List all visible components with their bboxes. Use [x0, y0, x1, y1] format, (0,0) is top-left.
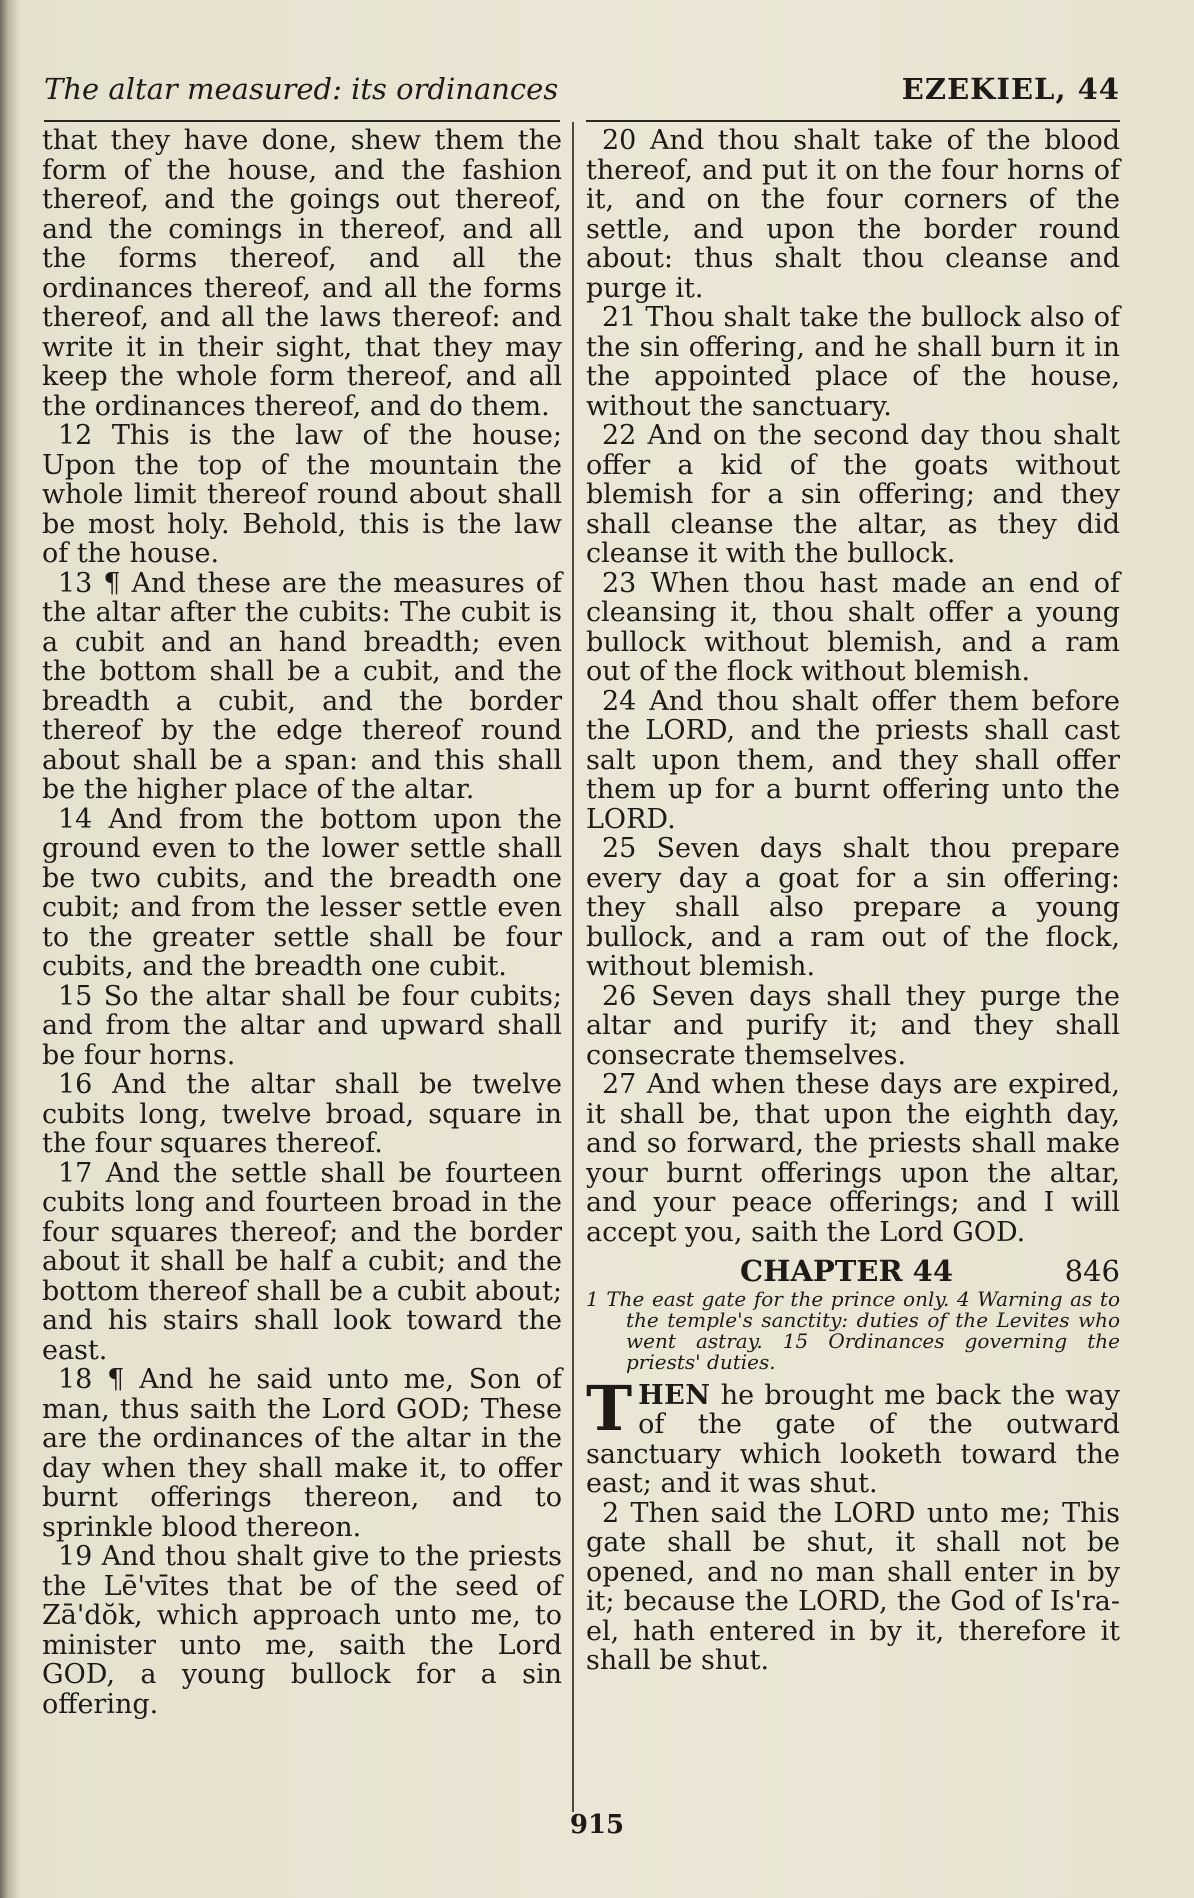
verse-paragraph: 26 Seven days shall they purge the altar and purify it; and they shall consecrate themselves. — [586, 980, 1120, 1071]
verse-paragraph: 27 And when these days are expired, it shall be, that upon the eighth day, and so forward, the priests shall make your burnt offerings upon the altar, and your peace offerings; and I will accept you, saith the Lord GOD. — [586, 1069, 1120, 1248]
verse-paragraph: 20 And thou shalt take of the blood thereof, and put it on the four horns of it, and on the four corners of the settle, and upon the border round about: thus shalt thou cleanse and purge it. — [586, 125, 1120, 304]
header-rule-left — [44, 120, 560, 122]
verse-paragraph: 12 This is the law of the house; Upon the top of the mountain the whole limit thereof round about shall be most holy. Behold, this is the law of the house. — [42, 420, 562, 569]
header-rule-right — [586, 120, 1120, 122]
header-book-chapter: EZEKIEL, 44 — [901, 72, 1120, 106]
verse-paragraph: 14 And from the bottom upon the ground even to the lower settle shall be two cubits, and the breadth one cubit; and from the lesser settle even to the greater settle shall be four cubits, and the breadth one cubit. — [42, 803, 562, 982]
header-topic: The altar measured: its ordinances — [44, 72, 559, 106]
right-column — [586, 126, 1120, 1676]
page-number: 915 — [569, 1810, 625, 1840]
chapter-title: CHAPTER 44 — [740, 1254, 954, 1288]
verse-paragraph: 22 And on the second day thou shalt offer a kid of the goats without blemish for a sin offering; and they shall cleanse the altar, as they did cleanse it with the bullock. — [586, 420, 1120, 569]
chapter-first-verse — [586, 1371, 1120, 1499]
verse-paragraph: that they have done, shew them the form of the house, and the fashion thereof, and the goings out thereof, and the comings in thereof, and all the forms thereof, and all the ordinances thereof, and all the forms thereof, and all the laws thereof: and write it in their sight, that they may keep the whole form thereof, and all the ordinances thereof, and do them. — [42, 125, 562, 422]
first-word: HEN — [638, 1379, 711, 1411]
verse-paragraph: 16 And the altar shall be twelve cubits long, twelve broad, square in the four squares thereof. — [42, 1069, 562, 1159]
column-divider — [572, 122, 574, 1812]
left-column — [42, 126, 562, 1719]
chapter-summary: 1 The east gate for the prince only. 4 Warning as to the temple's sanctity: duties of the Levites who went astray. 15 Ordinances governing the priests' duties. — [586, 1286, 1120, 1374]
verse-paragraph: 24 And thou shalt offer them before the LORD, and the priests shall cast salt upon them, and they shall offer them up for a burnt offering unto the LORD. — [586, 685, 1120, 835]
verse-paragraph: 19 And thou shalt give to the priests the Lē'vītes that be of the seed of Zā'dŏk, which approach unto me, to minister unto me, saith the Lord GOD, a young bullock for a sin offering. — [42, 1541, 562, 1720]
chapter-heading — [586, 1254, 1120, 1288]
verse-paragraph: 25 Seven days shalt thou prepare every day a goat for a sin offering: they shall also prepare a young bullock, and a ram out of the flock, without blemish. — [586, 833, 1120, 982]
verse-text: he brought me back the way of the gate of the outward sanctuary which looketh toward the east; and it was shut. — [586, 1379, 1120, 1499]
verse-paragraph: 21 Thou shalt take the bullock also of the sin offering, and he shall burn it in the appointed place of the house, without the sanctuary. — [586, 302, 1120, 422]
chapter-reference-number: 846 — [1064, 1254, 1120, 1288]
verse-paragraph: 13 ¶ And these are the measures of the altar after the cubits: The cubit is a cubit and an hand breadth; even the bottom shall be a cubit, and the breadth a cubit, and the border thereof by the edge thereof round about shall be a span: and this shall be the higher place of the altar. — [42, 567, 562, 805]
verse-paragraph: 15 So the altar shall be four cubits; and from the altar and upward shall be four horns. — [42, 980, 562, 1071]
verse-paragraph: 17 And the settle shall be fourteen cubits long and fourteen broad in the four squares thereof; and the border about it shall be half a cubit; and the bottom thereof shall be a cubit about; and his stairs shall look toward the east. — [42, 1157, 562, 1366]
drop-cap: T — [586, 1371, 633, 1445]
verse-paragraph: 23 When thou hast made an end of cleansing it, thou shalt offer a young bullock without blemish, and a ram out of the flock without blemish. — [586, 567, 1120, 687]
verse-paragraph: 2 Then said the LORD unto me; This gate shall be shut, it shall not be opened, and no man shall enter in by it; because the LORD, the God of Is'ra-el, hath entered in by it, therefore it shall be shut. — [586, 1497, 1120, 1676]
running-header — [44, 62, 1120, 106]
verse-paragraph: 18 ¶ And he said unto me, Son of man, thus saith the Lord GOD; These are the ordinances of the altar in the day when they shall make it, to offer burnt offerings thereon, and to sprinkle blood thereon. — [42, 1364, 562, 1543]
